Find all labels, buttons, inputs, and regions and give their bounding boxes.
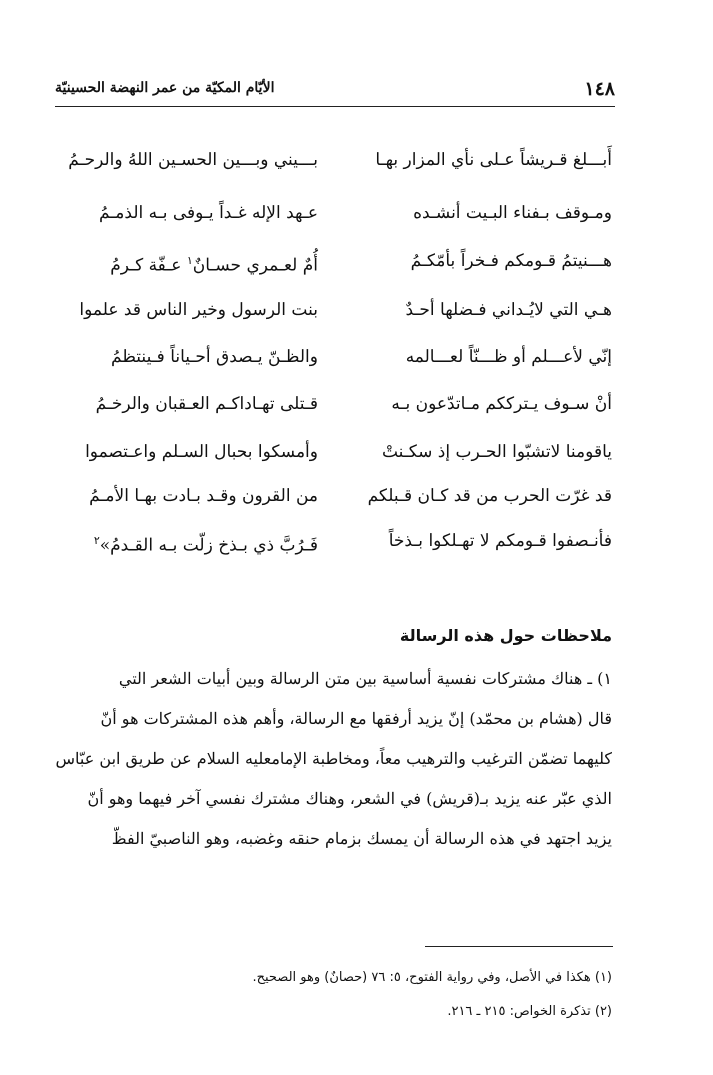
verse-2-second: عـهد الإله غـداً يـوفى بـه الذمـمُ [99, 203, 318, 223]
footnote-2: (٢) تذكرة الخواص: ٢١٥ ـ ٢١٦. [447, 1004, 612, 1019]
verse-7-second: وأمسكوا بحبال السـلم واعـتصموا [85, 442, 318, 462]
verse-7-first: ياقومنا لاتشبّوا الحـرب إذ سكـنتْ [381, 442, 612, 462]
verse-4-first: هـي التي لايُـداني فـضلها أحـدٌ [405, 300, 612, 320]
prose-line-3: كليهما تضمّن الترغيب والترهيب معاً، ومخاطبة الإمامعليه السلام عن طريق ابن عبّاس [55, 749, 612, 768]
footnote-marker-2: ٢ [93, 534, 100, 547]
verse-2-first: ومـوقف بـفناء البـيت أنشـده [413, 203, 612, 223]
verse-8-second: من القرون وقـد بـادت بهـا الأمـمُ [89, 486, 318, 506]
verse-6-second: قـتلى تهـاداكـم العـقبان والرخـمُ [95, 394, 318, 414]
running-title: الأيّام المكيّة من عمر النهضة الحسينيّة [55, 80, 275, 96]
verse-4-second: بنت الرسول وخير الناس قد علموا [79, 300, 318, 320]
footnote-marker-1: ١ [186, 254, 193, 267]
prose-line-1: ١) ـ هناك مشتركات نفسية أساسية بين متن الرسالة وبين أبيات الشعر التي [118, 669, 612, 688]
verse-3-second [53, 241, 318, 281]
verse-5-second: والظـنّ يـصدق أحـياناً فـينتظمُ [111, 347, 318, 367]
verse-5-first: إنّي لأعـــلم أو ظـــنّاً لعـــالمه [405, 347, 612, 367]
verse-8-first: قد غرّت الحرب من قد كـان قـبلكم [367, 486, 612, 506]
prose-line-2: قال (هشام بن محمّد) إنّ يزيد أرفقها مع الرسالة، وأهم هذه المشتركات هو أنّ [100, 709, 612, 728]
footnote-1: (١) هكذا في الأصل، وفي رواية الفتوح، ٥: ٧٦ (حصانٌ) وهو الصحيح. [252, 970, 612, 985]
verse-3-second-b: عـفّة كـرمُ [110, 255, 187, 276]
section-heading: ملاحظات حول هذه الرسالة [399, 626, 612, 645]
page-number: ١٤٨ [584, 78, 615, 100]
verse-9-second-text: فَـرُبَّ ذي بـذخ زلّت بـه القـدمُ» [99, 535, 318, 556]
prose-line-4: الذي عبّر عنه يزيد بـ(قريش) في الشعر، وهناك مشترك نفسي آخر فيهما وهو أنّ [87, 789, 612, 808]
verse-1-second: بـــيني وبـــين الحسـين اللهُ والرحـمُ [68, 150, 318, 170]
verse-9-second [53, 521, 318, 561]
prose-line-5: يزيد اجتهد في هذه الرسالة أن يمسك بزمام حنقه وغضبه، وهو الناصبيّ الفظّ [111, 829, 612, 848]
verse-9-first: فأنـصفوا قـومكم لا تهـلكوا بـذخاً [388, 531, 612, 551]
verse-3-second-a: أُمٌ لعـمري حسـانٌ [192, 255, 318, 276]
page-header [55, 76, 615, 107]
verse-3-first: هـــنيتمُ قـومكم فـخراً بأمّكـمُ [410, 251, 612, 271]
verse-6-first: أنْ سـوف يـترككم مـاتدّعون بـه [391, 394, 612, 414]
footnote-divider [425, 946, 613, 947]
verse-1-first: أَبـــلغ قـريشاً عـلى نأي المزار بهـا [375, 150, 612, 170]
